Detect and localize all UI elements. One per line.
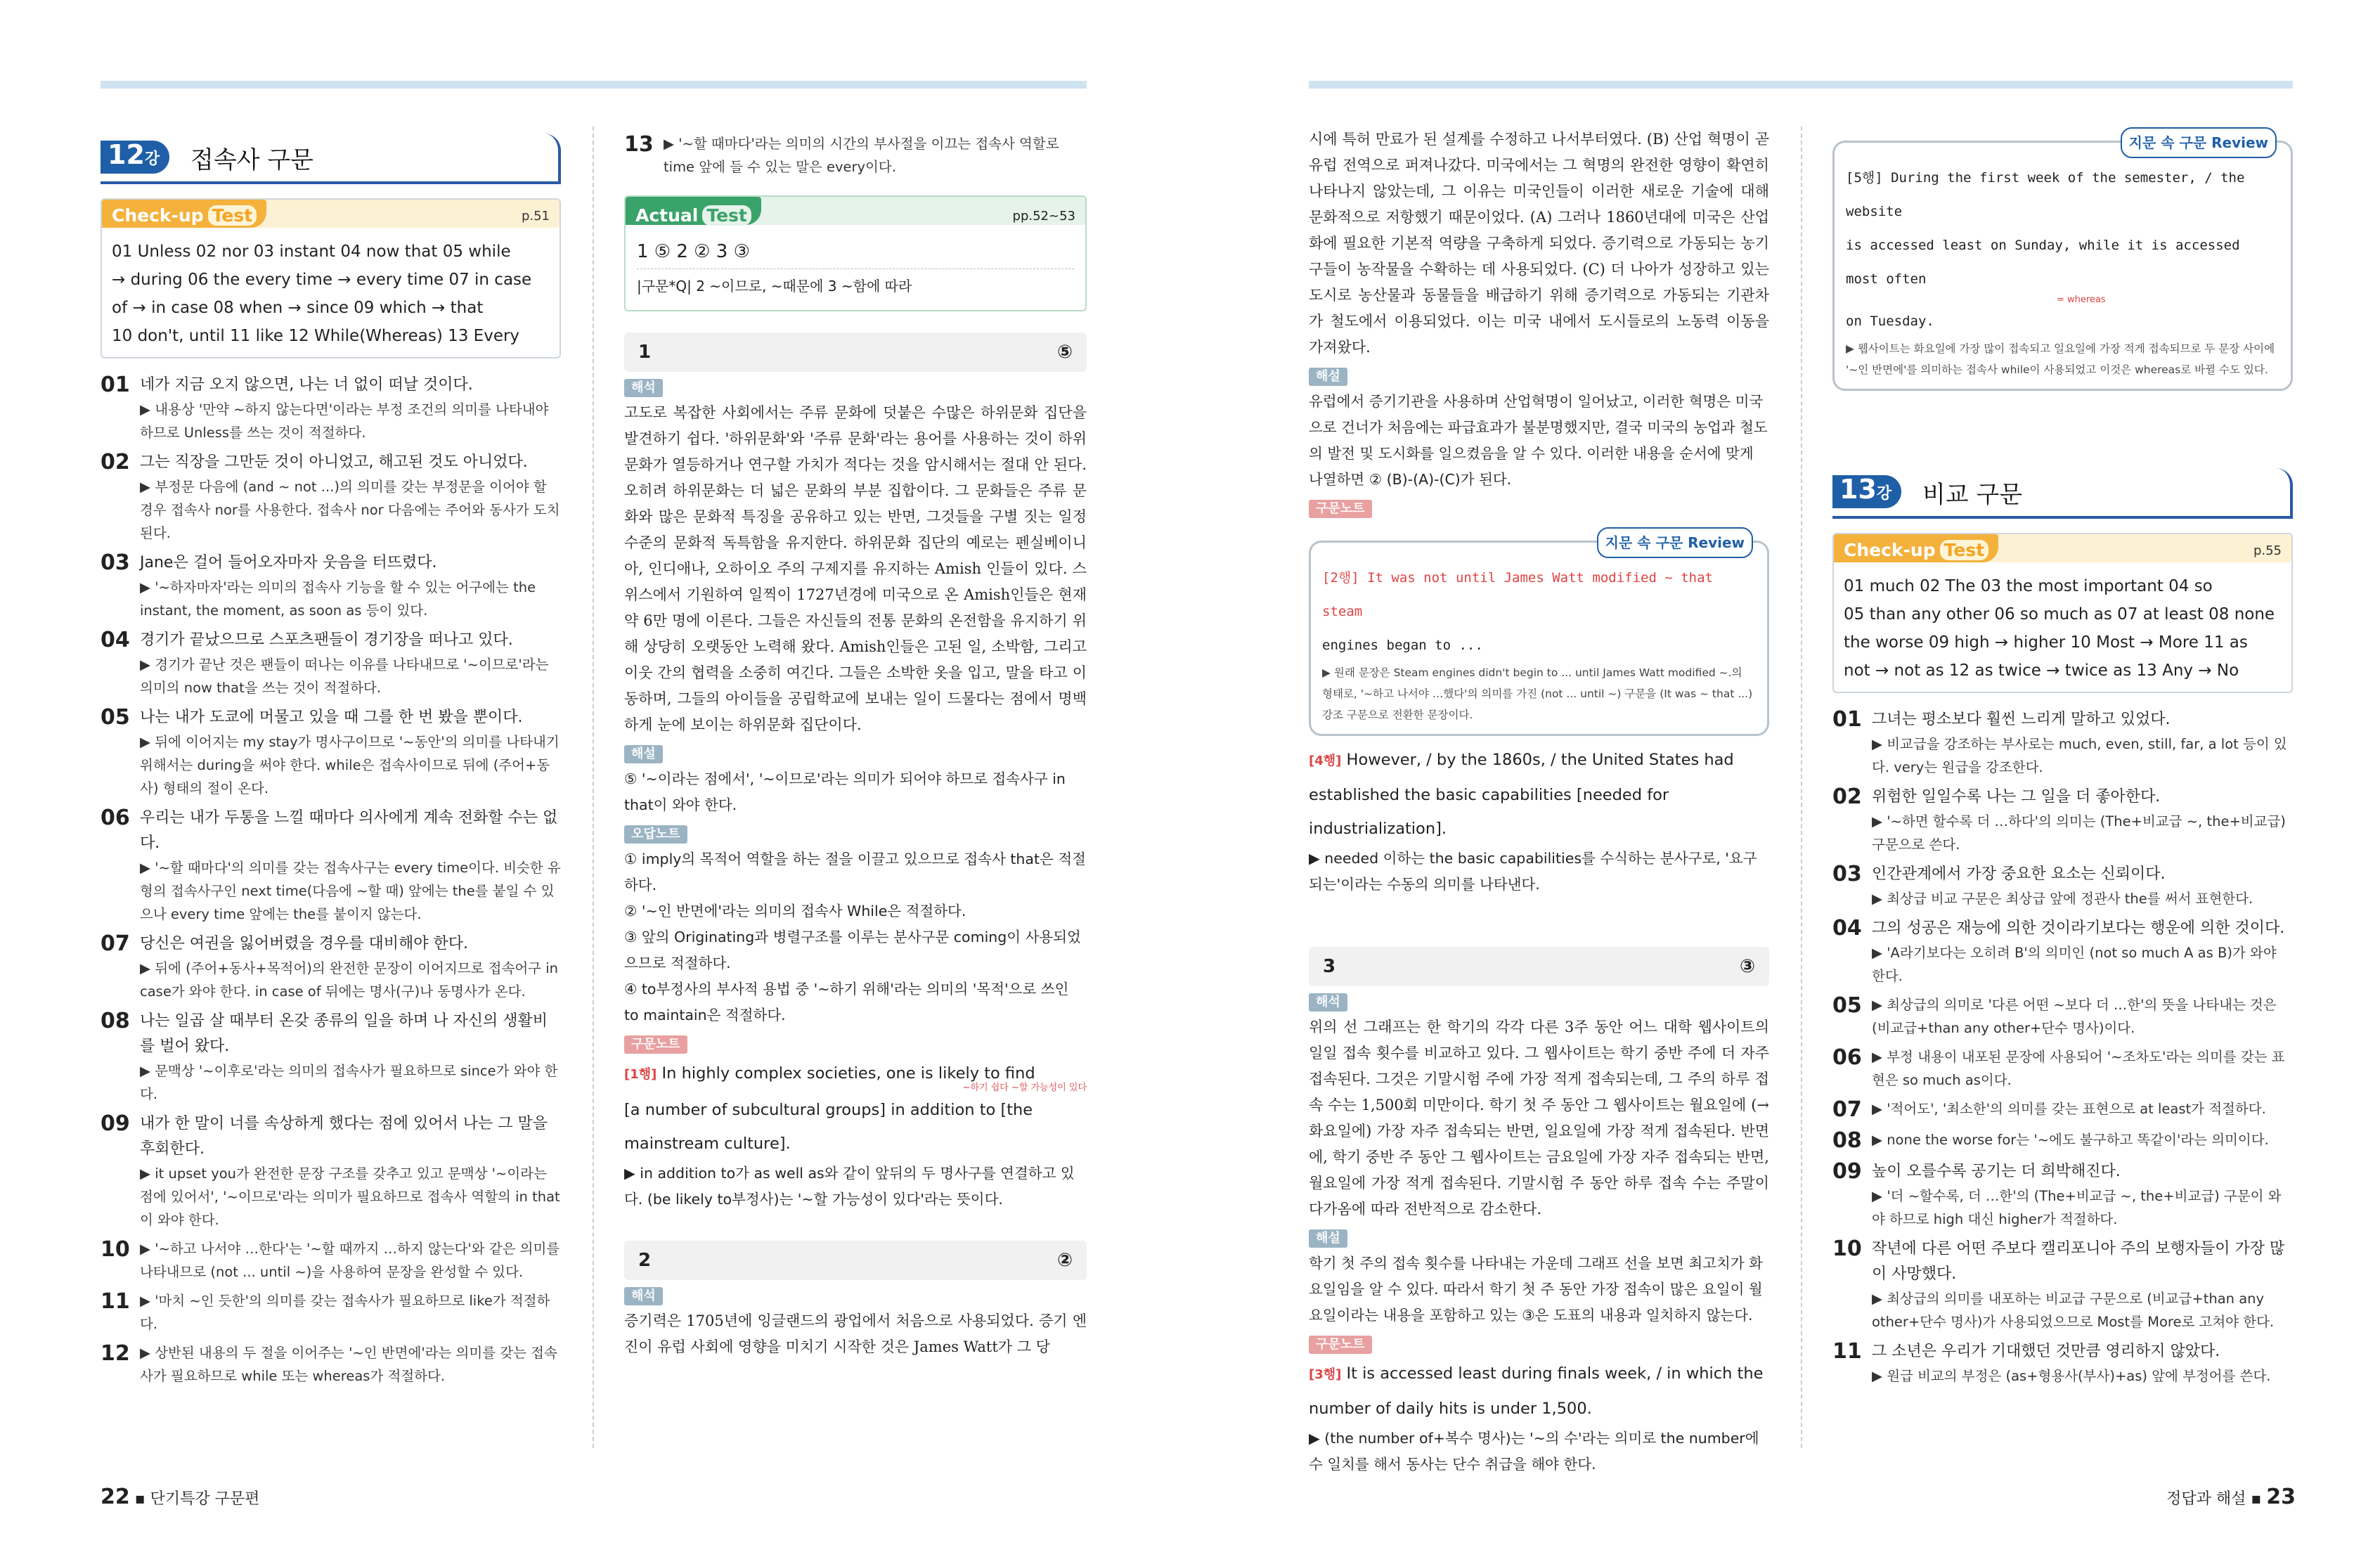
tag-translation: 해석	[624, 1287, 663, 1305]
answer-row: 1 ⑤ 2 ② 3 ③	[637, 235, 1074, 269]
column-divider	[1801, 127, 1802, 1448]
list-item: 10 ▶ '~하고 나서야 …한다'는 '~할 때까지 …하지 않는다'와 같은 의미를 나타내므로 (not ... until ~)을 사용하여 문장을 완성할 수 있다.	[101, 1237, 560, 1280]
tag-translation: 해석	[1309, 993, 1347, 1012]
answer-row: |구문*Q| 2 ~이므로, ~때문에 3 ~함에 따라	[637, 278, 912, 295]
lesson-badge: 12강	[101, 141, 169, 174]
tag-explanation: 해설	[624, 745, 663, 763]
list-item: 05 ▶ 최상급의 의미로 '다른 어떤 ~보다 더 …한'의 뜻을 나타내는 것은 (비교급+than any other+단수 명사)이다.	[1832, 993, 2277, 1036]
list-item: 04 그의 성공은 재능에 의한 것이라기보다는 행운에 의한 것이다. ▶ 'A라기보다는 오히려 B'의 의미인 (not so much A as B)가 와야 한다.	[1832, 916, 2285, 984]
list-item: 12 ▶ 상반된 내용의 두 절을 이어주는 '~인 반면에'라는 의미를 갖는 접속사가 필요하므로 while 또는 whereas가 적절하다.	[101, 1341, 557, 1384]
right-page-top-bar	[1309, 81, 2293, 89]
answer-line: → during 06 the every time → every time 07 in case	[112, 271, 532, 289]
list-item: 09 내가 한 말이 너를 속상하게 했다는 점에 있어서 나는 그 말을 후회한다. ▶ it upset you가 완전한 문장 구조를 갖추고 있고 문맥상 '~이라는 점에 있어서', '~이므로'라는 의미가 필요하므로 접속사 역할의 in that이 와야 한다.	[101, 1111, 560, 1228]
list-item: 03 인간관계에서 가장 중요한 요소는 신뢰이다. ▶ 최상급 비교 구문은 최상급 앞에 정관사 the를 써서 표현한다.	[1832, 862, 2253, 907]
lesson-badge: 13강	[1832, 475, 1901, 508]
list-item: 11 그 소년은 우리가 기대했던 것만큼 영리하지 않았다. ▶ 원급 비교의 부정은 (as+형용사(부사)+as) 앞에 부정어를 쓴다.	[1832, 1339, 2271, 1384]
page-footer-right: 정답과 해설 ▪ 23	[2166, 1485, 2296, 1509]
list-item: 13 ▶ '~할 때마다'라는 의미의 시간의 부사절을 이끄는 접속사 역할로 time 앞에 들 수 있는 말은 every이다.	[624, 132, 1059, 175]
section-2-header: 2 ②	[624, 1241, 1087, 1280]
tag-wrong-note: 오답노트	[624, 825, 687, 844]
explanation-paragraph: ⑤ '~이라는 점에서', '~이므로'라는 의미가 되어야 하므로 접속사구 in that이 와야 한다.	[624, 770, 1066, 813]
explanation-paragraph: 유럽에서 증기기관을 사용하며 산업혁명이 일어났고, 이러한 혁명은 미국으로 건너가 처음에는 파급효과가 불분명했지만, 결국 미국의 농업과 철도의 발전 및 도시화를 일으켰음을 알 수 있다. 이러한 내용을 순서에 맞게 나열하면 ② (B)-(A)-(C)가 된다.	[1309, 393, 1768, 488]
check-up-label: Check-up Test	[1834, 534, 1998, 562]
translation-paragraph: 고도로 복잡한 사회에서는 주류 문화에 덧붙은 수많은 하위문화 집단을 발견하기 쉽다. '하위문화'와 '주류 문화'라는 용어를 사용하는 것이 하위문화가 열등하거나 연구할 가치가 적다는 것을 암시해서는 절대 안 된다. 오히려 하위문화는 더 넓은 문화의 부분 집합이다. 그 문화들은 주류 문화와 많은 문화적 특징을 공유하고 있는 반면, 그것들을 구별 짓는 일정 수준의 문화적 독특함을 유지한다. 하위문화 집단의 예로는 펜실베이니아, 인디애나, 오하이오 주의 구제지를 유지하는 Amish 인들이 있다. 스위스에서 기원하여 일찍이 1727년경에 미국으로 온 Amish인들은 현재 약 6만 명에 이른다. 그들은 자신들의 전통 문화의 온전함을 유지하기 위해 상당히 오랫동안 노력해 왔다. Amish인들은 고된 일, 소박함, 그리고 이웃 간의 협력을 소중히 여긴다. 그들은 소박한 옷을 입고, 말을 타고 이동하며, 그들의 아이들을 공립학교에 보내는 일이 드물다는 점에서 명백하게 눈에 보이는 하위문화 집단이다.	[624, 404, 1087, 733]
syntax-note-explanation: ▶ in addition to가 as well as와 같이 앞뒤의 두 명사구를 연결하고 있다. (be likely to부정사)는 '~할 가능성이 있다'라는 뜻이다.	[624, 1165, 1075, 1208]
tag-translation: 해석	[624, 379, 663, 397]
check-page-ref: p.55	[2253, 543, 2282, 558]
list-item: 08 나는 일곱 살 때부터 온갖 종류의 일을 하며 나 자신의 생활비를 벌어 왔다. ▶ 문맥상 '~이후로'라는 의미의 접속사가 필요하므로 since가 와야 한다.	[101, 1009, 558, 1102]
answer-line: 05 than any other 06 so much as 07 at least 08 none	[1844, 605, 2275, 624]
actual-test-label: Actual Test	[626, 197, 761, 225]
list-item: 06 ▶ 부정 내용이 내포된 문장에 사용되어 '~조차도'라는 의미를 갖는 표현은 so much as이다.	[1832, 1045, 2285, 1088]
explanation-paragraph: 학기 첫 주의 접속 횟수를 나타내는 가운데 그래프 선을 보면 최고치가 화요일임을 알 수 있다. 따라서 학기 첫 주 동안 가장 접속이 많은 요일이 월요일이라는 내용을 포함하고 있는 ③은 도표의 내용과 일치하지 않는다.	[1309, 1255, 1763, 1324]
list-item: 01 그녀는 평소보다 훨씬 느리게 말하고 있었다. ▶ 비교급을 강조하는 부사로는 much, even, still, far, a lot 등이 있다. very는 원급을 강조한다.	[1832, 707, 2287, 775]
section-1-header: 1 ⑤	[624, 332, 1087, 372]
check-up-test-box	[101, 198, 561, 359]
tag-syntax-note: 구문노트	[624, 1035, 687, 1054]
answer-line: not → not as 12 as twice → twice as 13 Any → No	[1844, 661, 2239, 680]
translation-paragraph: 위의 선 그래프는 한 학기의 각각 다른 3주 동안 어느 대학 웹사이트의 일일 접속 횟수를 비교하고 있다. 그 웹사이트는 학기 중반 주에 더 자주 접속된다. 그것은 기말시험 주에 가장 적게 접속되는데, 그 주의 하루 접속 수는 1,500회 미만이다. 학기 첫 주 동안 그 웹사이트는 월요일에 (→ 화요일에) 가장 자주 접속되는 반면, 일요일에 가장 적게 접속된다. 반면에, 학기 중반 주 동안 그 웹사이트는 금요일에 가장 자주 접속되는 반면, 월요일에 가장 적게 접속된다. 기말시험 주 동안 하루 접속 수는 주말이 다가옴에 따라 전반적으로 감소한다.	[1309, 1019, 1769, 1218]
syntax-note-explanation: ▶ (the number of+복수 명사)는 '~의 수'라는 의미로 the number에 수 일치를 해서 동사는 단수 취급을 해야 한다.	[1309, 1430, 1759, 1473]
check-page-ref: p.51	[521, 209, 550, 224]
list-item: 03 Jane은 걸어 들어오자마자 웃음을 터뜨렸다. ▶ '~하자마자'라는 의미의 접속사 기능을 할 수 있는 어구에는 the instant, the moment, as soon as 등이 있다.	[101, 550, 536, 619]
answer-line: 01 much 02 The 03 the most important 04 so	[1844, 577, 2213, 595]
check-up-test-box	[1832, 533, 2293, 693]
list-item: 10 작년에 다른 어떤 주보다 캘리포니아 주의 보행자들이 가장 많이 사망했다. ▶ 최상급의 의미를 내포하는 비교급 구문으로 (비교급+than any other+단수 명사)가 사용되었으므로 Most를 More로 고쳐야 한다.	[1832, 1236, 2285, 1330]
list-item: 08 ▶ none the worse for는 '~에도 불구하고 똑같이'라는 의미이다.	[1832, 1128, 2269, 1153]
list-item: 09 높이 오를수록 공기는 더 희박해진다. ▶ '더 ~할수록, 더 …한'의 (The+비교급 ~, the+비교급) 구문이 와야 하므로 high 대신 higher가 적절하다.	[1832, 1159, 2282, 1227]
lesson-title: 비교 구문	[1922, 481, 2023, 509]
list-item: 07 ▶ '적어도', '최소한'의 의미를 갖는 표현으로 at least가 적절하다.	[1832, 1097, 2266, 1122]
list-item: 07 당신은 여권을 잃어버렸을 경우를 대비해야 한다. ▶ 뒤에 (주어+동사+목적어)의 완전한 문장이 이어지므로 접속어구 in case가 와야 한다. in case of 뒤에는 명사(구)나 동명사가 온다.	[101, 931, 558, 1000]
lesson-header	[101, 134, 561, 184]
answer-line: the worse 09 high → higher 10 Most → More 11 as	[1844, 633, 2248, 652]
list-item: 04 경기가 끝났으므로 스포츠팬들이 경기장을 떠나고 있다. ▶ 경기가 끝난 것은 팬들이 떠나는 이유를 나타내므로 '~이므로'라는 의미의 now that을 쓰는 것이 적절하다.	[101, 628, 549, 696]
tag-explanation: 해설	[1309, 368, 1347, 386]
explanation-list	[101, 373, 561, 1388]
list-item: 11 ▶ '마치 ~인 듯한'의 의미를 갖는 접속사가 필요하므로 like가 적절하다.	[101, 1289, 550, 1332]
answer-line: of → in case 08 when → since 09 which → that	[112, 299, 484, 317]
left-page-top-bar	[101, 81, 1087, 89]
column-divider	[593, 127, 594, 1448]
page-footer-left: 22 ▪ 단기특강 구문편	[101, 1485, 260, 1509]
syntax-review-box: 지문 속 구문 Review [2행] It was not until James Watt modified ~ that steam engines began to ... ▶ 원래 문장은 Steam engines didn't begin to ... until James Watt modified ~.의 형태로, '~하고 나서야 …했다'의 의미를 가진 (not ... until ~) 구문을 (It was ~ that ...) 강조 구문으로 전환한 문장이다.	[1309, 541, 1769, 736]
explanation-list	[1832, 707, 2293, 1388]
review-title: 지문 속 구문 Review	[1597, 527, 1753, 558]
passage-2-3-column	[1309, 127, 1769, 1478]
actual-page-ref: pp.52~53	[1012, 209, 1075, 224]
translation-paragraph: 증기력은 1705년에 잉글랜드의 광업에서 처음으로 사용되었다. 증기 엔진이 유럽 사회에 영향을 미치기 시작한 것은 James Watt가 그 당	[624, 1312, 1087, 1355]
list-item: 02 위험한 일일수록 나는 그 일을 더 좋아한다. ▶ '~하면 할수록 더 …하다'의 의미는 (The+비교급 ~, the+비교급) 구문으로 쓴다.	[1832, 784, 2286, 853]
translation-paragraph: 시에 특허 만료가 된 설계를 수정하고 나서부터였다. (B) 산업 혁명이 곧 유럽 전역으로 퍼져나갔다. 미국에서는 그 혁명의 완전한 영향이 확연히 나타나지 않았는데, 그 이유는 미국인들이 이러한 새로운 기술에 대해 문화적으로 저항했기 때문이었다. (A) 그러나 1860년대에 미국은 산업화에 필요한 기본적 역량을 구축하게 되었다. 증기력으로 가동되는 농기구들이 농작물을 수확하는 데 사용되었다. (C) 더 나아가 성장하고 있는 도시로 농산물과 동물들을 배급하기 위해 증기력으로 가동되는 기관차가 철도에서 이용되었다. 이는 미국 내에서 도시들로의 노동력 이동을 가져왔다.	[1309, 131, 1769, 356]
lesson-header	[1832, 468, 2293, 519]
lesson-13-column	[1832, 134, 2293, 1388]
list-item: 05 나는 내가 도쿄에 머물고 있을 때 그를 한 번 봤을 뿐이다. ▶ 뒤에 이어지는 my stay가 명사구이므로 '~동안'의 의미를 나타내기 위해서는 during을 써야 한다. while은 접속사이므로 뒤에 (주어+동사) 형태의 절이 온다.	[101, 705, 560, 796]
actual-test-column	[624, 127, 1087, 1360]
lesson-12-column	[101, 134, 561, 1388]
syntax-review-box: 지문 속 구문 Review [5행] During the first week of the semester, / the website is accessed least on Sunday, while it is accessed most often = whereas on Tuesday. ▶ 웹사이트는 화요일에 가장 많이 접속되고 일요일에 가장 적게 접속되므로 두 문장 사이에 '~인 반면에'를 의미하는 접속사 while이 사용되었고 이것은 whereas로 바뀔 수도 있다.	[1832, 141, 2293, 391]
answer-line: 01 Unless 02 nor 03 instant 04 now that 05 while	[112, 243, 511, 261]
syntax-note: [4행] However, / by the 1860s, / the United States had established the basic capabilities [needed for industrialization].	[1309, 751, 1734, 838]
lesson-title: 접속사 구문	[190, 146, 314, 174]
syntax-note: [1행] In highly complex societies, one is likely to find ~하기 쉽다 ~할 가능성이 있다 [a number of subcultural groups] in addition to [the mainstream culture].	[624, 1064, 1087, 1153]
check-up-label: Check-up Test	[102, 200, 266, 228]
tag-explanation: 해설	[1309, 1229, 1347, 1248]
tag-syntax-note: 구문노트	[1309, 1336, 1372, 1354]
section-3-header: 3 ③	[1309, 947, 1769, 986]
list-item: 06 우리는 내가 두통을 느낄 때마다 의사에게 계속 전화할 수는 없다. ▶ '~할 때마다'의 의미를 갖는 접속사구는 every time이다. 비슷한 유형의 접속사구인 next time(다음에 ~할 때) 앞에는 the를 붙일 수 있으나 every time 앞에는 the를 붙이지 않는다.	[101, 806, 561, 922]
tag-syntax-note: 구문노트	[1309, 500, 1372, 518]
syntax-note: [3행] It is accessed least during finals week, / in which the number of daily hits is under 1,500.	[1309, 1364, 1764, 1418]
list-item: 01 네가 지금 오지 않으면, 나는 너 없이 떠날 것이다. ▶ 내용상 '만약 ~하지 않는다면'이라는 부정 조건의 의미를 나타내야 하므로 Unless를 쓰는 것이 적절하다.	[101, 373, 549, 441]
actual-test-box	[624, 195, 1087, 311]
syntax-note-explanation: ▶ needed 이하는 the basic capabilities를 수식하는 분사구로, '요구되는'이라는 수동의 의미를 나타낸다.	[1309, 850, 1757, 893]
list-item: 02 그는 직장을 그만둔 것이 아니었고, 해고된 것도 아니었다. ▶ 부정문 다음에 (and ~ not ...)의 의미를 갖는 부정문을 이어야 할 경우 접속사 nor를 사용한다. 접속사 nor 다음에는 주어와 동사가 도치된다.	[101, 450, 560, 541]
review-title: 지문 속 구문 Review	[2121, 127, 2277, 158]
answer-line: 10 don't, until 11 like 12 While(Whereas) 13 Every	[112, 327, 520, 345]
wrong-note-list: ① imply의 목적어 역할을 하는 절을 이끌고 있으므로 접속사 that은 적절하다. ② '~인 반면에'라는 의미의 접속사 While은 적절하다. ③ 앞의 Originating과 병렬구조를 이루는 분사구문 coming이 사용되었으므로 적절하다. ④ to부정사의 부사적 용법 중 '~하기 위해'라는 의미의 '목적'으로 쓰인 to maintain은 적절하다.	[624, 851, 1086, 1023]
